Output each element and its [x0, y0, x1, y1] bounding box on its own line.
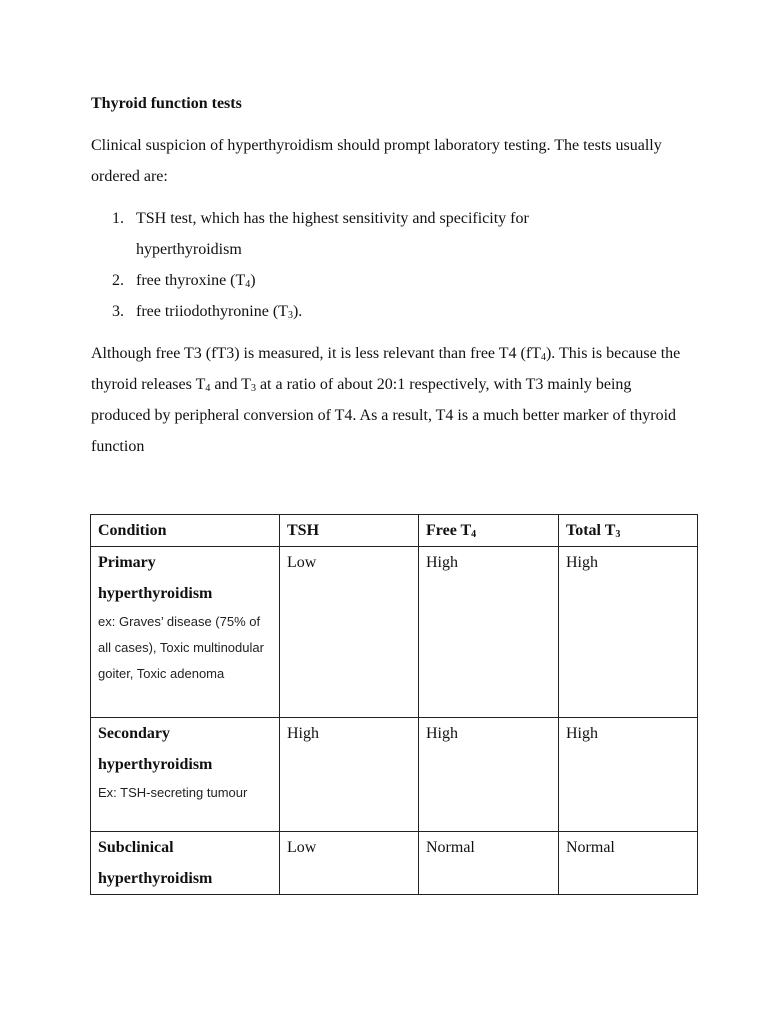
condition-name: Subclinical hyperthyroidism	[98, 839, 213, 887]
cell-condition	[91, 547, 280, 718]
header-tsh: TSH	[280, 515, 419, 547]
paragraph-text: at a ratio of about 20:1 respectively, with T3 mainly being produced by peripheral conversion of T4. As a result, T4 is a much better marker of thyroid function	[91, 376, 677, 455]
condition-example: ex: Graves’ disease (75% of all cases), Toxic multinodular goiter, Toxic adenoma	[98, 614, 264, 681]
list-item	[0, 265, 768, 296]
cell-tsh: High	[280, 718, 419, 832]
paragraph-text: ). This is because the thyroid releases T	[91, 345, 681, 393]
table-row	[91, 547, 698, 718]
subscript: 4	[245, 279, 251, 290]
paragraph-text: and T	[210, 376, 251, 393]
list-item-text-part: free thyroxine (T	[136, 272, 246, 289]
list-item-text-part: )	[250, 272, 256, 289]
page-title: Thyroid function tests	[91, 95, 242, 112]
cell-tsh: Low	[280, 547, 419, 718]
cell-total-t3: Normal	[559, 832, 698, 895]
list-number: 3.	[112, 303, 124, 320]
list-item-text-part: ).	[292, 303, 303, 320]
list-number: 2.	[112, 272, 124, 289]
header-condition: Condition	[91, 515, 280, 547]
list-number: 1.	[112, 210, 124, 227]
header-text: Total T	[566, 522, 616, 539]
subscript: 3	[287, 310, 293, 321]
condition-name: Secondary hyperthyroidism	[98, 725, 213, 773]
intro-paragraph: Clinical suspicion of hyperthyroidism should prompt laboratory testing. The tests usually ordered are:	[91, 137, 662, 185]
condition-example: Ex: TSH-secreting tumour	[98, 785, 248, 800]
cell-condition	[91, 832, 280, 895]
subscript: 4	[471, 529, 477, 540]
paragraph-text: Although free T3 (fT3) is measured, it is less relevant than free T4 (fT	[91, 345, 541, 362]
table-row	[91, 832, 698, 895]
list-item-text-part: free triiodothyronine (T	[136, 303, 288, 320]
test-list	[0, 203, 768, 327]
header-free-t4	[419, 515, 559, 547]
condition-name: Primary hyperthyroidism	[98, 554, 213, 602]
cell-condition	[91, 718, 280, 832]
list-item-text	[136, 296, 636, 327]
cell-free-t4: High	[419, 547, 559, 718]
cell-total-t3: High	[559, 547, 698, 718]
header-text: Free T	[426, 522, 472, 539]
conditions-table	[90, 514, 698, 895]
explanation-paragraph	[91, 338, 691, 462]
subscript: 4	[205, 383, 211, 394]
subscript: 3	[250, 383, 256, 394]
list-item	[0, 296, 768, 327]
subscript: 3	[615, 529, 621, 540]
list-item-text	[136, 265, 636, 296]
header-total-t3	[559, 515, 698, 547]
cell-tsh: Low	[280, 832, 419, 895]
table-row	[91, 718, 698, 832]
list-item-text: TSH test, which has the highest sensitivity and specificity for hyperthyroidism	[136, 210, 529, 258]
table-header-row	[91, 515, 698, 547]
cell-total-t3: High	[559, 718, 698, 832]
subscript: 4	[540, 352, 546, 363]
cell-free-t4: High	[419, 718, 559, 832]
list-item	[0, 203, 768, 265]
cell-free-t4: Normal	[419, 832, 559, 895]
